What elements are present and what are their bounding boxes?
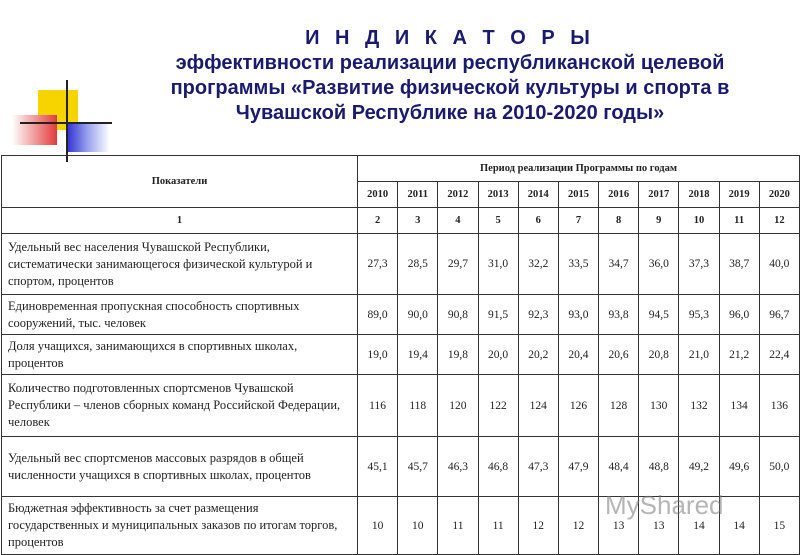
indicator-label: Удельный вес спортсменов массовых разрядов в общей численности учащихся в спортивных школах, процентов xyxy=(2,437,358,497)
indicator-label: Бюджетная эффективность за счет размещения государственных и муниципальных заказов по итогам торгов, процентов xyxy=(2,497,358,555)
indicator-value: 47,3 xyxy=(518,437,558,497)
indicator-value: 15 xyxy=(759,497,799,555)
year-header: 2014 xyxy=(518,182,558,208)
indicator-value: 124 xyxy=(518,375,558,437)
indicator-value: 27,3 xyxy=(358,234,398,295)
indicator-value: 118 xyxy=(398,375,438,437)
indicator-value: 120 xyxy=(438,375,478,437)
indicator-value: 92,3 xyxy=(518,295,558,335)
period-header: Период реализации Программы по годам xyxy=(358,156,800,182)
year-header: 2019 xyxy=(719,182,759,208)
indicator-value: 20,6 xyxy=(599,335,639,375)
indicator-value: 128 xyxy=(599,375,639,437)
indicator-value: 21,2 xyxy=(719,335,759,375)
vertical-line-decoration xyxy=(66,80,68,162)
indicator-value: 116 xyxy=(358,375,398,437)
indicator-value: 36,0 xyxy=(639,234,679,295)
indicator-value: 19,0 xyxy=(358,335,398,375)
year-header: 2010 xyxy=(358,182,398,208)
column-number: 9 xyxy=(639,208,679,234)
indicator-value: 22,4 xyxy=(759,335,799,375)
table-row xyxy=(2,375,800,437)
indicator-value: 11 xyxy=(438,497,478,555)
indicator-value: 95,3 xyxy=(679,295,719,335)
indicator-value: 50,0 xyxy=(759,437,799,497)
indicator-value: 134 xyxy=(719,375,759,437)
indicator-value: 19,8 xyxy=(438,335,478,375)
indicator-value: 19,4 xyxy=(398,335,438,375)
column-number: 6 xyxy=(518,208,558,234)
column-number: 3 xyxy=(398,208,438,234)
indicator-value: 11 xyxy=(478,497,518,555)
indicator-value: 12 xyxy=(518,497,558,555)
slide-title xyxy=(100,26,800,126)
year-header: 2016 xyxy=(599,182,639,208)
table-row xyxy=(2,295,800,335)
indicator-value: 14 xyxy=(719,497,759,555)
column-number: 8 xyxy=(599,208,639,234)
indicator-value: 132 xyxy=(679,375,719,437)
indicator-value: 47,9 xyxy=(558,437,598,497)
indicator-value: 34,7 xyxy=(599,234,639,295)
year-header: 2012 xyxy=(438,182,478,208)
table-row xyxy=(2,437,800,497)
column-number: 5 xyxy=(478,208,518,234)
indicator-value: 45,1 xyxy=(358,437,398,497)
blue-square-decoration xyxy=(66,122,110,152)
indicator-value: 126 xyxy=(558,375,598,437)
column-number: 2 xyxy=(358,208,398,234)
indicator-value: 49,6 xyxy=(719,437,759,497)
indicator-value: 45,7 xyxy=(398,437,438,497)
year-header: 2020 xyxy=(759,182,799,208)
indicator-value: 13 xyxy=(599,497,639,555)
indicator-value: 40,0 xyxy=(759,234,799,295)
indicator-value: 93,8 xyxy=(599,295,639,335)
indicator-value: 136 xyxy=(759,375,799,437)
indicator-value: 38,7 xyxy=(719,234,759,295)
indicator-value: 28,5 xyxy=(398,234,438,295)
horizontal-line-decoration xyxy=(20,122,112,124)
indicator-label: Единовременная пропускная способность спортивных сооружений, тыс. человек xyxy=(2,295,358,335)
year-header: 2015 xyxy=(558,182,598,208)
indicator-value: 13 xyxy=(639,497,679,555)
year-header: 2017 xyxy=(639,182,679,208)
watermark: MyShared xyxy=(605,490,724,520)
indicator-label: Доля учащихся, занимающихся в спортивных школах, процентов xyxy=(2,335,358,375)
title-line: Чувашской Республике на 2010-2020 годы» xyxy=(235,102,665,124)
year-header: 2011 xyxy=(398,182,438,208)
indicator-value: 12 xyxy=(558,497,598,555)
indicator-value: 96,7 xyxy=(759,295,799,335)
indicator-label: Количество подготовленных спортсменов Чувашской Республики – членов сборных команд Российской Федерации, человек xyxy=(2,375,358,437)
indicator-value: 10 xyxy=(358,497,398,555)
indicator-value: 89,0 xyxy=(358,295,398,335)
indicator-value: 20,8 xyxy=(639,335,679,375)
year-header: 2018 xyxy=(679,182,719,208)
indicator-value: 10 xyxy=(398,497,438,555)
indicator-value: 48,8 xyxy=(639,437,679,497)
indicator-header: Показатели xyxy=(2,156,358,208)
indicator-value: 46,8 xyxy=(478,437,518,497)
indicator-value: 90,0 xyxy=(398,295,438,335)
indicator-value: 32,2 xyxy=(518,234,558,295)
table-row xyxy=(2,335,800,375)
indicator-value: 31,0 xyxy=(478,234,518,295)
column-number: 1 xyxy=(2,208,358,234)
column-number: 12 xyxy=(759,208,799,234)
column-number: 4 xyxy=(438,208,478,234)
column-number: 7 xyxy=(558,208,598,234)
column-number: 11 xyxy=(719,208,759,234)
title-line: И Н Д И К А Т О Р Ы xyxy=(305,27,595,49)
title-line: программы «Развитие физической культуры и спорта в xyxy=(170,77,730,99)
indicator-value: 96,0 xyxy=(719,295,759,335)
indicator-value: 14 xyxy=(679,497,719,555)
indicator-value: 49,2 xyxy=(679,437,719,497)
indicator-value: 94,5 xyxy=(639,295,679,335)
year-header: 2013 xyxy=(478,182,518,208)
indicator-value: 21,0 xyxy=(679,335,719,375)
indicator-value: 29,7 xyxy=(438,234,478,295)
indicator-value: 122 xyxy=(478,375,518,437)
indicator-value: 33,5 xyxy=(558,234,598,295)
indicator-value: 37,3 xyxy=(679,234,719,295)
indicator-label: Удельный вес населения Чувашской Республики, систематически занимающегося физической культурой и спортом, процентов xyxy=(2,234,358,295)
column-number: 10 xyxy=(679,208,719,234)
indicator-value: 20,4 xyxy=(558,335,598,375)
indicator-value: 93,0 xyxy=(558,295,598,335)
indicator-value: 130 xyxy=(639,375,679,437)
indicator-value: 91,5 xyxy=(478,295,518,335)
indicator-value: 46,3 xyxy=(438,437,478,497)
red-square-decoration xyxy=(12,115,57,145)
indicator-value: 20,2 xyxy=(518,335,558,375)
indicator-value: 90,8 xyxy=(438,295,478,335)
indicator-value: 48,4 xyxy=(599,437,639,497)
table-row xyxy=(2,234,800,295)
title-line: эффективности реализации республиканской целевой xyxy=(175,52,725,74)
indicator-value: 20,0 xyxy=(478,335,518,375)
